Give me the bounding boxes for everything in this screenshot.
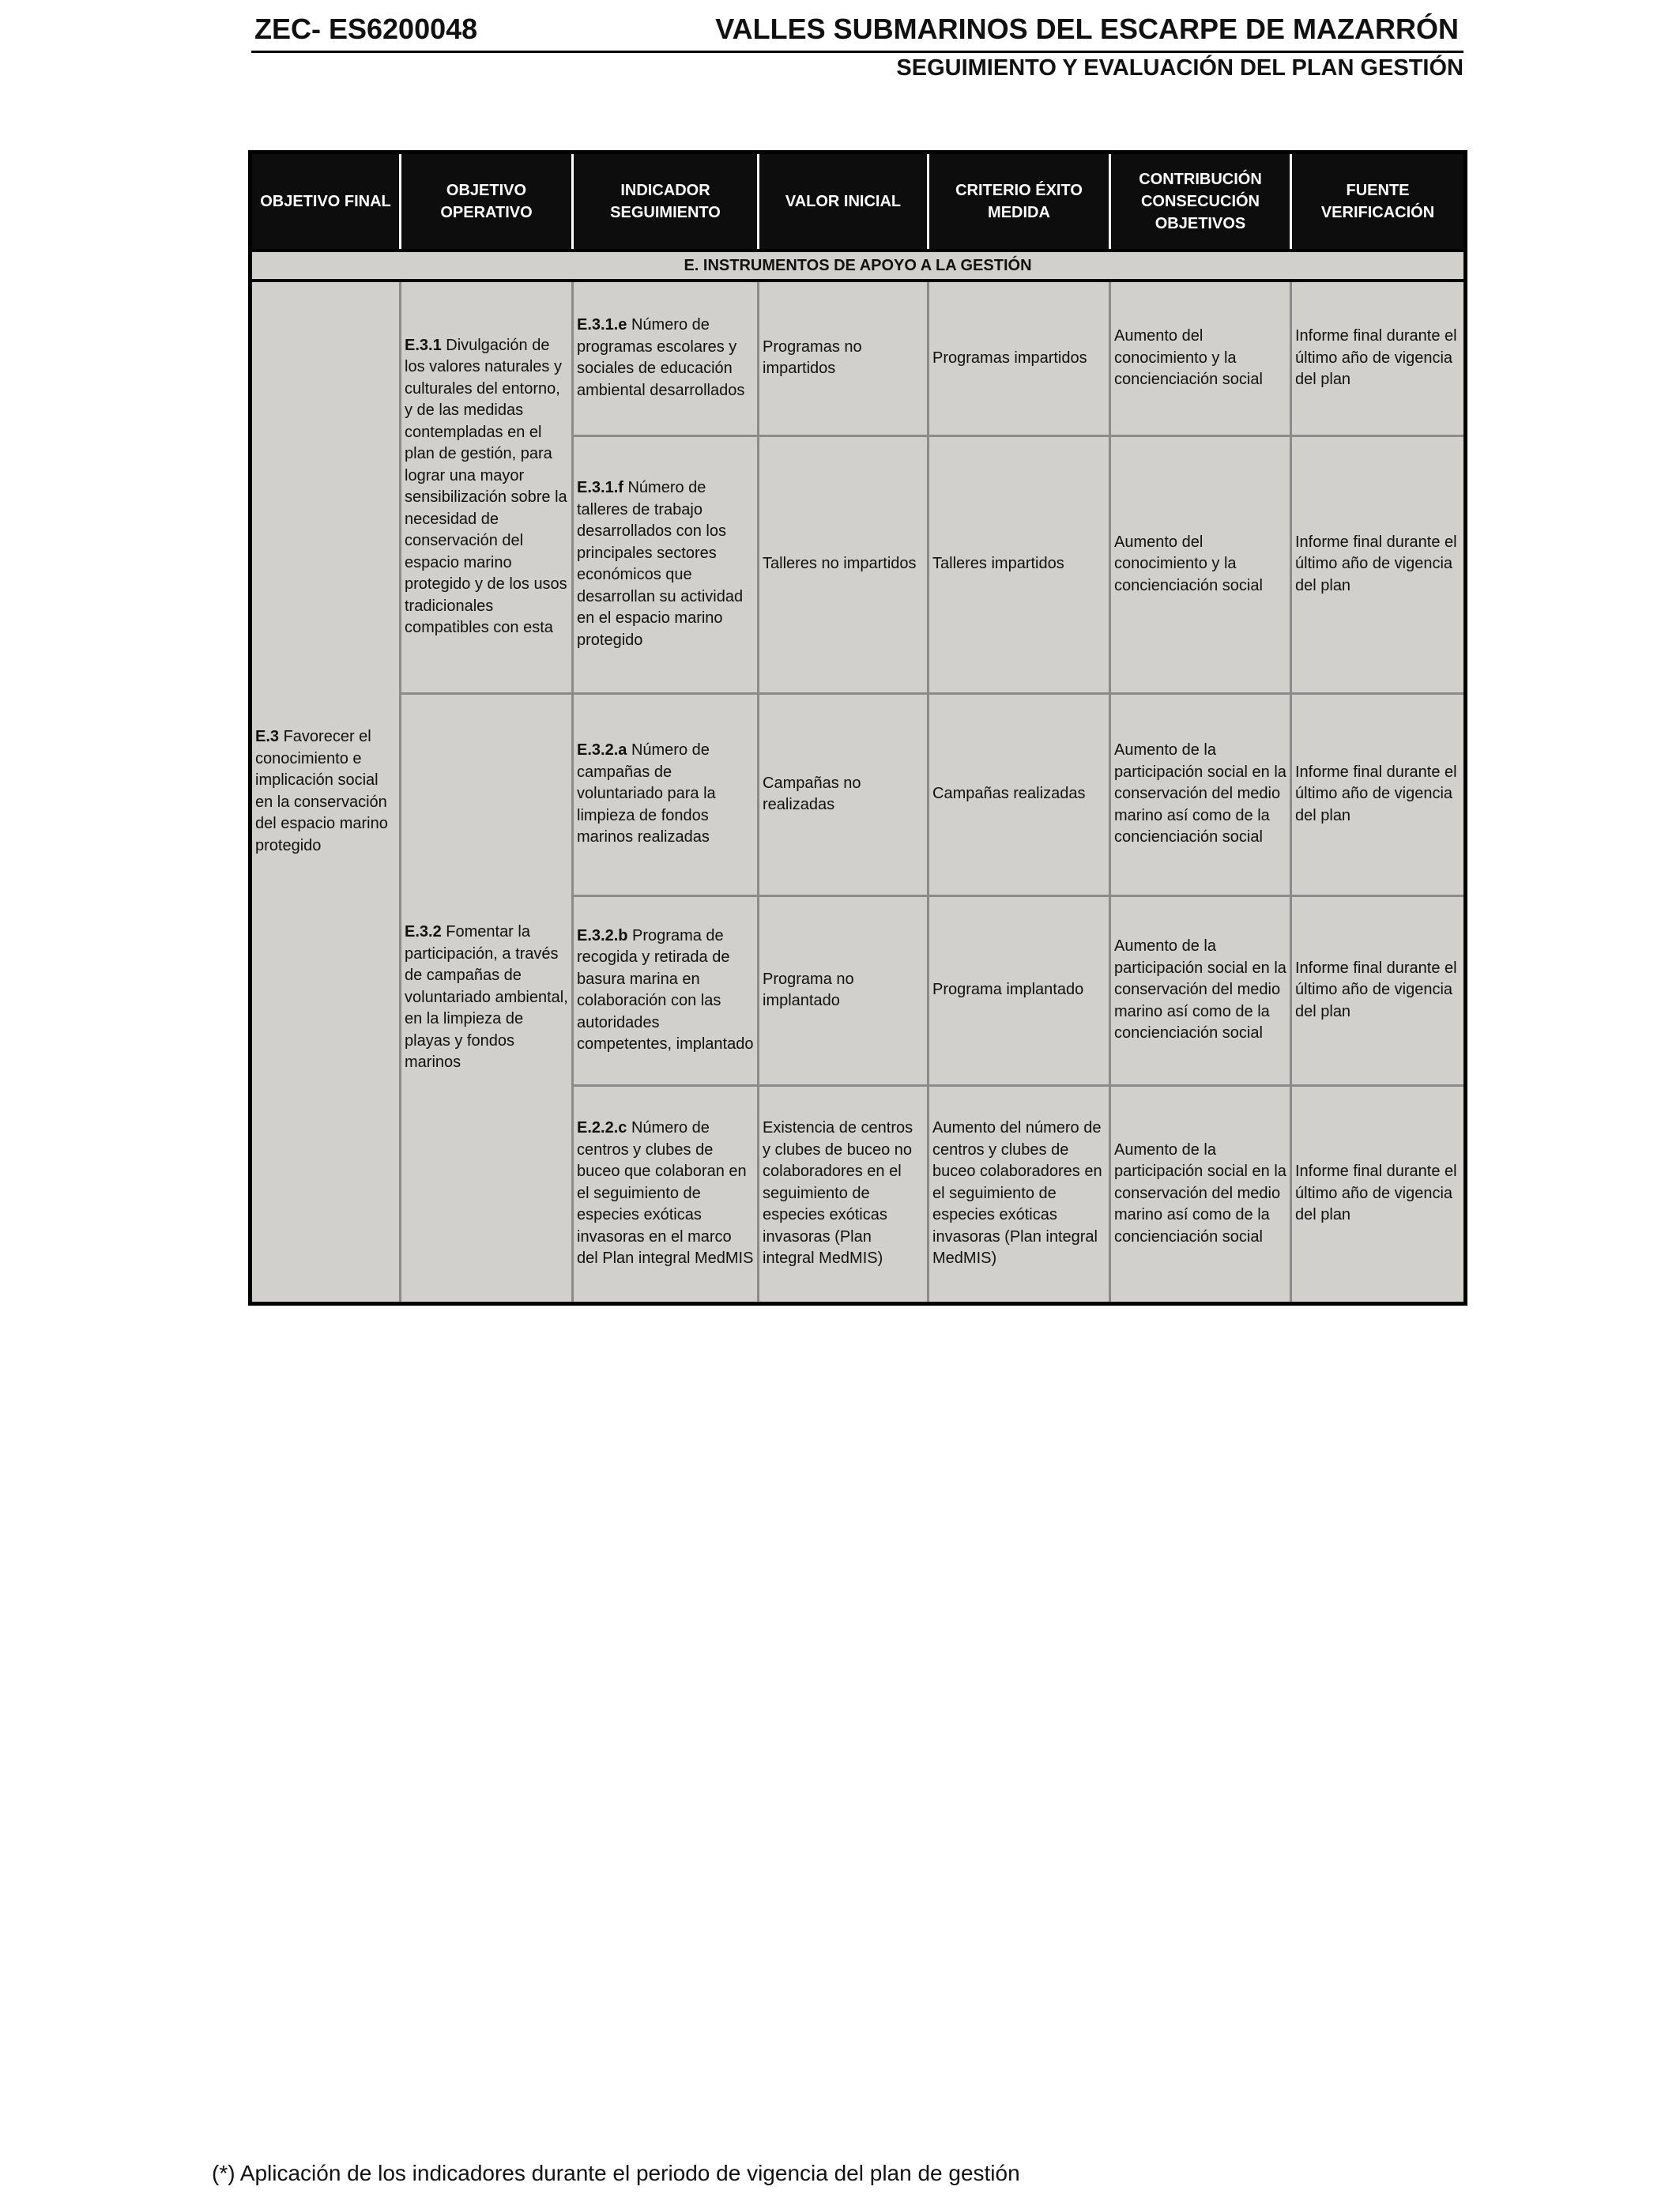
- criterio-cell: Programas impartidos: [929, 281, 1110, 435]
- objetivo-final-code: E.3: [255, 728, 280, 746]
- section-title: E. INSTRUMENTOS DE APOYO A LA GESTIÓN: [250, 251, 1466, 281]
- table-row: [250, 693, 1466, 895]
- fuente-cell: Informe final durante el último año de vigencia del plan: [1291, 693, 1466, 895]
- column-header: CRITERIO ÉXITO MEDIDA: [929, 153, 1110, 251]
- contribucion-cell: Aumento de la participación social en la conservación del medio marino así como de la concienciación social: [1110, 895, 1291, 1085]
- objetivo-operativo-cell: [401, 281, 573, 693]
- objetivo-operativo-text: Fomentar la participación, a través de campañas de voluntariado ambiental, en la limpieza de playas y fondos marinos: [405, 923, 568, 1072]
- criterio-cell: Programa implantado: [929, 895, 1110, 1085]
- page-header: [251, 11, 1463, 53]
- fuente-cell: Informe final durante el último año de vigencia del plan: [1291, 281, 1466, 435]
- contribucion-cell: Aumento de la participación social en la conservación del medio marino así como de la concienciación social: [1110, 693, 1291, 895]
- section-row: [250, 251, 1466, 281]
- objetivo-final-text: Favorecer el conocimiento e implicación social en la conservación del espacio marino protegido: [255, 728, 388, 854]
- indicador-code: E.3.2.a: [577, 741, 627, 760]
- objetivo-operativo-code: E.3.1: [405, 336, 442, 354]
- valor-inicial-cell: Talleres no impartidos: [759, 435, 929, 693]
- indicador-text: Número de talleres de trabajo desarrollados con los principales sectores económicos que desarrollan su actividad en el espacio marino protegido: [577, 479, 744, 649]
- valor-inicial-cell: Campañas no realizadas: [759, 693, 929, 895]
- objetivo-operativo-cell: [401, 693, 573, 1303]
- fuente-cell: Informe final durante el último año de vigencia del plan: [1291, 435, 1466, 693]
- objetivo-operativo-text: Divulgación de los valores naturales y culturales del entorno, y de las medidas contempladas en el plan de gestión, para lograr una mayor sensibilización sobre la necesidad de conservación del espacio marino protegido y de los usos tradicionales compatibles con esta: [405, 336, 567, 637]
- footnote: (*) Aplicación de los indicadores durante el periodo de vigencia del plan de gestión: [212, 2161, 1020, 2185]
- indicador-code: E.3.2.b: [577, 926, 628, 944]
- column-header: CONTRIBUCIÓN CONSECUCIÓN OBJETIVOS: [1110, 153, 1291, 251]
- table-row: [250, 281, 1466, 435]
- indicador-cell: [573, 281, 759, 435]
- contribucion-cell: Aumento del conocimiento y la concienciación social: [1110, 281, 1291, 435]
- valor-inicial-cell: Programa no implantado: [759, 895, 929, 1085]
- valor-inicial-cell: Programas no impartidos: [759, 281, 929, 435]
- criterio-cell: Campañas realizadas: [929, 693, 1110, 895]
- objetivo-final-cell: [250, 281, 401, 1303]
- contribucion-cell: Aumento del conocimiento y la concienciación social: [1110, 435, 1291, 693]
- objetivo-operativo-code: E.3.2: [405, 923, 442, 941]
- column-header: OBJETIVO OPERATIVO: [401, 153, 573, 251]
- indicador-text: Número de centros y clubes de buceo que colaboran en el seguimiento de especies exóticas invasoras en el marco del Plan integral MedMIS: [577, 1119, 754, 1268]
- site-code: ZEC- ES6200048: [254, 13, 478, 45]
- indicador-cell: [573, 693, 759, 895]
- indicador-code: E.2.2.c: [577, 1119, 627, 1137]
- table-header-row: [250, 153, 1466, 251]
- indicador-code: E.3.1.e: [577, 316, 627, 334]
- column-header: INDICADOR SEGUIMIENTO: [573, 153, 759, 251]
- column-header: OBJETIVO FINAL: [250, 153, 401, 251]
- indicador-text: Programa de recogida y retirada de basura marina en colaboración con las autoridades competentes, implantado: [577, 926, 754, 1053]
- criterio-cell: Aumento del número de centros y clubes de buceo colaboradores en el seguimiento de especies exóticas invasoras (Plan integral MedMIS): [929, 1085, 1110, 1303]
- indicador-cell: [573, 1085, 759, 1303]
- indicador-text: Número de campañas de voluntariado para la limpieza de fondos marinos realizadas: [577, 741, 716, 846]
- fuente-cell: Informe final durante el último año de vigencia del plan: [1291, 1085, 1466, 1303]
- indicador-text: Número de programas escolares y sociales de educación ambiental desarrollados: [577, 316, 745, 399]
- monitoring-table: [248, 150, 1467, 1306]
- criterio-cell: Talleres impartidos: [929, 435, 1110, 693]
- indicador-code: E.3.1.f: [577, 479, 623, 496]
- fuente-cell: Informe final durante el último año de vigencia del plan: [1291, 895, 1466, 1085]
- valor-inicial-cell: Existencia de centros y clubes de buceo no colaboradores en el seguimiento de especies exóticas invasoras (Plan integral MedMIS): [759, 1085, 929, 1303]
- document-title: VALLES SUBMARINOS DEL ESCARPE DE MAZARRÓN: [715, 13, 1459, 45]
- document-subtitle: SEGUIMIENTO Y EVALUACIÓN DEL PLAN GESTIÓN: [896, 55, 1463, 81]
- indicador-cell: [573, 435, 759, 693]
- contribucion-cell: Aumento de la participación social en la conservación del medio marino así como de la concienciación social: [1110, 1085, 1291, 1303]
- column-header: VALOR INICIAL: [759, 153, 929, 251]
- column-header: FUENTE VERIFICACIÓN: [1291, 153, 1466, 251]
- indicador-cell: [573, 895, 759, 1085]
